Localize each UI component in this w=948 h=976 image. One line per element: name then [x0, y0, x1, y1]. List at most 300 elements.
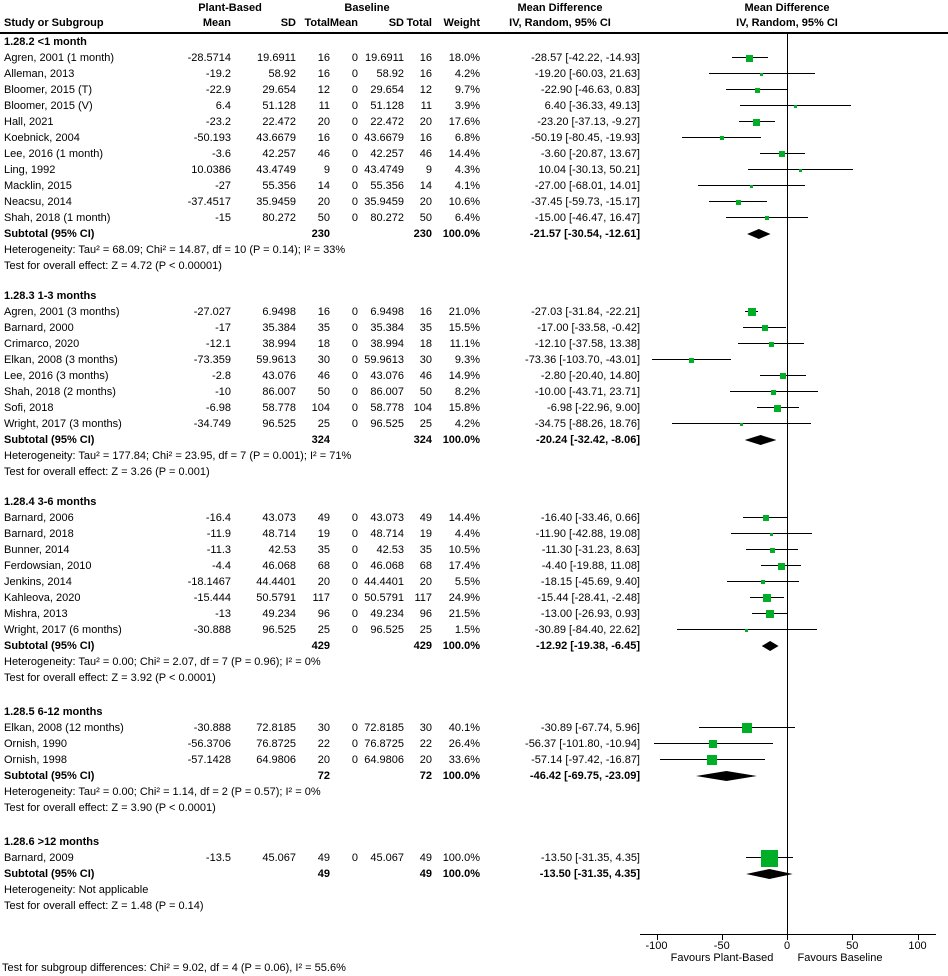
baseline-mean: 0 [351, 180, 358, 192]
ci-plot-cell [640, 226, 948, 242]
weight-value: 24.9% [448, 592, 480, 604]
effect-square [799, 169, 802, 172]
ci-text: -17.00 [-33.58, -0.42] [537, 322, 640, 334]
ci-plot-cell [640, 288, 948, 304]
plant-total: 11 [318, 100, 330, 112]
baseline-mean: 0 [351, 528, 358, 540]
baseline-mean: 0 [351, 100, 358, 112]
study-name: Ferdowsian, 2010 [4, 560, 92, 572]
baseline-sd: 35.9459 [364, 196, 404, 208]
ci-text: -11.30 [-31.23, 8.63] [541, 544, 640, 556]
study-row [0, 622, 948, 638]
baseline-sd: 46.068 [370, 560, 404, 572]
baseline-total: 16 [419, 132, 432, 144]
study-name: Shah, 2018 (2 months) [4, 386, 116, 398]
weight-value: 4.3% [454, 164, 480, 176]
ci-text: -30.89 [-67.74, 5.96] [540, 722, 640, 734]
ci-plot-cell [640, 66, 948, 82]
plant-total: 20 [317, 576, 330, 588]
plant-mean [164, 638, 231, 654]
baseline-mean: 0 [351, 402, 358, 414]
plant-sd: 43.6679 [256, 132, 296, 144]
baseline-mean: 0 [351, 418, 358, 430]
plant-total: 14 [317, 180, 330, 192]
favours-right-label: Favours Baseline [797, 952, 883, 964]
baseline-total: 429 [413, 640, 432, 652]
plant-sd [231, 866, 296, 882]
baseline-mean: 0 [351, 754, 358, 766]
ci-text: -57.14 [-97.42, -16.87] [531, 754, 640, 766]
ci-plot-cell [640, 82, 948, 98]
baseline-sd [358, 226, 404, 242]
plant-mean [164, 866, 231, 882]
study-row [0, 162, 948, 178]
ci-text: -22.90 [-46.63, 0.83] [540, 84, 640, 96]
effect-square [763, 594, 771, 602]
study-name: Crimarco, 2020 [4, 338, 80, 350]
effect-square [770, 533, 773, 536]
study-name: Elkan, 2008 (3 months) [4, 354, 118, 366]
baseline-sd: 72.8185 [364, 722, 404, 734]
subgroup-title [0, 34, 948, 50]
weight-value: 33.6% [448, 754, 480, 766]
plant-total: 20 [317, 116, 330, 128]
plant-mean: 6.4 [215, 100, 231, 112]
ci-plot-cell [640, 686, 948, 704]
section-gap [0, 274, 948, 288]
plant-sd: 45.067 [262, 852, 296, 864]
baseline-sd: 22.472 [370, 116, 404, 128]
plant-mean: -50.193 [193, 132, 231, 144]
group2-header: Baseline [344, 2, 390, 14]
study-name: Macklin, 2015 [4, 180, 72, 192]
study-row [0, 194, 948, 210]
study-name: Subtotal (95% CI) [4, 434, 95, 446]
ci-plot-cell [640, 834, 948, 850]
baseline-total: 18 [419, 338, 432, 350]
baseline-sd: 43.076 [370, 370, 404, 382]
weight-value: 4.2% [454, 418, 480, 430]
ci-plot-cell [640, 768, 948, 784]
baseline-mean [330, 226, 358, 242]
plant-sd: 49.234 [262, 608, 296, 620]
ci-text: -10.00 [-43.71, 23.71] [534, 386, 640, 398]
plant-total: 50 [317, 212, 330, 224]
ci-text: -4.40 [-19.88, 11.08] [541, 560, 640, 572]
baseline-total: 16 [419, 68, 432, 80]
plant-mean: -22.9 [205, 84, 231, 96]
subgroup-title-label: 1.28.2 <1 month [4, 36, 87, 48]
plant-total: 25 [317, 624, 330, 636]
ci-text: -6.98 [-22.96, 9.00] [547, 402, 640, 414]
study-row [0, 850, 948, 866]
effect-square [760, 73, 763, 76]
effect-square [736, 200, 741, 205]
ci-plot-cell [640, 882, 948, 898]
baseline-total: 20 [419, 196, 432, 208]
plant-total: 16 [317, 132, 330, 144]
weight-col-header: Weight [443, 17, 480, 29]
baseline-mean: 0 [351, 52, 358, 64]
weight-value: 100.0% [442, 868, 480, 880]
baseline-total: 68 [419, 560, 432, 572]
study-row [0, 558, 948, 574]
weight-value: 100.0% [442, 640, 480, 652]
plant-total: 49 [317, 868, 330, 880]
baseline-sd: 6.9498 [370, 306, 404, 318]
plant-mean: -57.1428 [187, 754, 231, 766]
study-name: Barnard, 2000 [4, 322, 74, 334]
ci-text: -27.00 [-68.01, 14.01] [534, 180, 640, 192]
baseline-mean: 0 [351, 354, 358, 366]
baseline-mean: 0 [351, 116, 358, 128]
baseline-total: 30 [419, 354, 432, 366]
baseline-mean: 0 [351, 306, 358, 318]
weight-value: 100.0% [442, 770, 480, 782]
baseline-mean: 0 [351, 608, 358, 620]
plant-sd: 44.4401 [256, 576, 296, 588]
plant-sd: 35.9459 [256, 196, 296, 208]
plant-sd: 43.4749 [256, 164, 296, 176]
baseline-total: 16 [419, 306, 432, 318]
subtotal-row [0, 638, 948, 654]
overall-effect-text-label: Test for overall effect: Z = 3.92 (P < 0.0001) [4, 672, 216, 684]
plant-mean: -11.3 [206, 544, 231, 556]
baseline-mean: 0 [351, 132, 358, 144]
subgroup-title-label: 1.28.3 1-3 months [4, 290, 97, 302]
plant-total: 12 [317, 84, 330, 96]
ci-plot-cell [640, 898, 948, 914]
effect-square [765, 216, 769, 220]
baseline-sd: 64.9806 [364, 754, 404, 766]
md-column-title: Mean Difference [517, 2, 603, 14]
plant-mean [164, 226, 231, 242]
effect-square [761, 580, 765, 584]
baseline-mean: 0 [351, 370, 358, 382]
weight-value: 4.1% [454, 180, 480, 192]
plant-total: 35 [317, 544, 330, 556]
effect-square [707, 755, 717, 765]
plant-mean: -18.1467 [187, 576, 231, 588]
plant-total: 16 [317, 52, 330, 64]
ci-plot-cell [640, 352, 948, 368]
plant-total: 20 [317, 754, 330, 766]
baseline-sd: 29.654 [370, 84, 404, 96]
ci-col-header: IV, Random, 95% CI [509, 17, 611, 29]
ci-plot-cell [640, 146, 948, 162]
baseline-total: 324 [413, 434, 432, 446]
plant-mean [164, 768, 231, 784]
study-name: Subtotal (95% CI) [4, 868, 95, 880]
study-row [0, 50, 948, 66]
baseline-total: 12 [419, 84, 432, 96]
baseline-total: 50 [419, 386, 432, 398]
baseline-sd: 96.525 [370, 624, 404, 636]
plant-mean: -27.027 [193, 306, 231, 318]
ci-plot-cell [640, 464, 948, 480]
ci-plot-cell [640, 304, 948, 320]
baseline-total: 96 [419, 608, 432, 620]
subtotal-diamond [696, 771, 757, 781]
baseline-sd: 59.9613 [364, 354, 404, 366]
effect-square [771, 390, 776, 395]
ci-plot-cell [640, 114, 948, 130]
plant-mean: -12.1 [205, 338, 231, 350]
plant-mean: -4.4 [212, 560, 231, 572]
plant-sd: 29.654 [262, 84, 296, 96]
plant-total: 46 [317, 370, 330, 382]
ci-text: -34.75 [-88.26, 18.76] [534, 418, 640, 430]
baseline-total: 35 [419, 544, 432, 556]
ci-plot-cell [640, 622, 948, 638]
plant-total: 9 [323, 164, 330, 176]
study-row [0, 736, 948, 752]
baseline-sd: 35.384 [370, 322, 404, 334]
baseline-sd: 19.6911 [365, 52, 404, 64]
ci-text: -11.90 [-42.88, 19.08] [535, 528, 640, 540]
ci-plot-cell [640, 320, 948, 336]
study-row [0, 320, 948, 336]
plant-mean: -17 [215, 322, 231, 334]
ci-plot-cell [640, 336, 948, 352]
study-name: Jenkins, 2014 [4, 576, 72, 588]
subgroup-title [0, 494, 948, 510]
weight-value: 14.9% [448, 370, 480, 382]
subtotal-row [0, 866, 948, 882]
ci-plot-cell [640, 526, 948, 542]
baseline-sd: 96.525 [370, 418, 404, 430]
ci-text: -15.44 [-28.41, -2.48] [537, 592, 640, 604]
effect-square [761, 850, 778, 867]
mean2-col-header: Mean [329, 17, 358, 29]
study-row [0, 590, 948, 606]
baseline-sd: 76.8725 [364, 738, 404, 750]
study-row [0, 82, 948, 98]
study-name: Wright, 2017 (3 months) [4, 418, 122, 430]
plant-sd: 86.007 [262, 386, 296, 398]
ci-plot-cell [640, 432, 948, 448]
plant-sd [231, 432, 296, 448]
baseline-total: 117 [414, 592, 432, 604]
plant-mean: -23.2 [205, 116, 231, 128]
effect-square [755, 88, 760, 93]
weight-value: 5.5% [454, 576, 480, 588]
study-row [0, 400, 948, 416]
ci-plot-cell [640, 638, 948, 654]
baseline-total: 25 [419, 418, 432, 430]
weight-value: 21.0% [448, 306, 480, 318]
plant-sd: 55.356 [262, 180, 296, 192]
study-row [0, 210, 948, 226]
axis-line [640, 934, 936, 935]
baseline-sd [358, 866, 404, 882]
baseline-mean: 0 [351, 68, 358, 80]
ci-plot-cell [640, 654, 948, 670]
plant-sd: 42.257 [262, 148, 296, 160]
ci-text: 10.04 [-30.13, 50.21] [538, 164, 640, 176]
baseline-total: 230 [413, 228, 432, 240]
heterogeneity-text [0, 882, 948, 898]
plant-sd: 48.714 [262, 528, 296, 540]
plant-sd: 96.525 [262, 624, 296, 636]
baseline-mean: 0 [351, 512, 358, 524]
ci-plot-cell [640, 274, 948, 288]
study-row [0, 542, 948, 558]
total1-col-header: Total [304, 17, 330, 29]
baseline-total: 49 [419, 868, 432, 880]
ci-plot-cell [640, 210, 948, 226]
baseline-total: 46 [419, 370, 432, 382]
plant-sd: 72.8185 [256, 722, 296, 734]
weight-value: 26.4% [448, 738, 480, 750]
subgroup-title-label: 1.28.6 >12 months [4, 836, 100, 848]
study-name: Ornish, 1990 [4, 738, 67, 750]
zero-line-segment [787, 914, 788, 935]
effect-square [720, 136, 724, 140]
ci-plot-cell [640, 784, 948, 800]
plant-mean: 10.0386 [191, 164, 231, 176]
plant-total: 35 [317, 322, 330, 334]
ci-text: -21.57 [-30.54, -12.61] [529, 228, 640, 240]
study-name: Barnard, 2018 [4, 528, 74, 540]
study-name: Mishra, 2013 [4, 608, 68, 620]
plant-sd: 38.994 [262, 338, 296, 350]
study-name: Elkan, 2008 (12 months) [4, 722, 124, 734]
plant-total: 49 [317, 512, 330, 524]
study-name: Hall, 2021 [4, 116, 54, 128]
ci-plot-cell [640, 194, 948, 210]
ci-plot-cell [640, 590, 948, 606]
baseline-sd: 58.778 [370, 402, 404, 414]
study-row [0, 352, 948, 368]
baseline-sd [358, 432, 404, 448]
ci-plot-cell [640, 480, 948, 494]
study-name: Koebnick, 2004 [4, 132, 80, 144]
axis-tick-label: 0 [783, 940, 791, 952]
ci-text: 6.40 [-36.33, 49.13] [544, 100, 640, 112]
baseline-total: 20 [419, 116, 432, 128]
ci-plot-cell [640, 98, 948, 114]
baseline-mean: 0 [351, 322, 358, 334]
ci-plot-cell [640, 866, 948, 882]
subgroup-title [0, 704, 948, 720]
study-row [0, 178, 948, 194]
weight-value: 6.8% [454, 132, 480, 144]
ci-plot-cell [640, 178, 948, 194]
plant-total: 117 [312, 592, 330, 604]
effect-square [753, 119, 760, 126]
baseline-total: 20 [419, 576, 432, 588]
plant-sd: 19.6911 [257, 52, 296, 64]
ci-plot-cell [640, 368, 948, 384]
ci-text: -13.50 [-31.35, 4.35] [539, 868, 640, 880]
study-name: Kahleova, 2020 [4, 592, 81, 604]
baseline-total: 11 [420, 100, 432, 112]
ci-text: -19.20 [-60.03, 21.63] [534, 68, 640, 80]
baseline-mean: 0 [351, 148, 358, 160]
baseline-total: 72 [419, 770, 432, 782]
study-row [0, 98, 948, 114]
study-name: Ornish, 1998 [4, 754, 67, 766]
study-name: Subtotal (95% CI) [4, 640, 95, 652]
ci-plot-cell [640, 670, 948, 686]
plant-mean: -15.444 [193, 592, 231, 604]
plant-sd [231, 768, 296, 784]
subgroup-title [0, 288, 948, 304]
baseline-total: 35 [419, 322, 432, 334]
effect-square [740, 423, 743, 426]
baseline-total: 46 [419, 148, 432, 160]
subgroup-difference-footer: Test for subgroup differences: Chi² = 9.02, df = 4 (P = 0.06), I² = 55.6% [2, 962, 346, 974]
subgroup-title [0, 834, 948, 850]
plant-mean: -2.8 [212, 370, 231, 382]
section-gap [0, 686, 948, 704]
study-name: Barnard, 2009 [4, 852, 74, 864]
baseline-total: 49 [419, 512, 432, 524]
ci-text: -27.03 [-31.84, -22.21] [531, 306, 640, 318]
overall-effect-text [0, 258, 948, 274]
baseline-mean [330, 638, 358, 654]
baseline-mean: 0 [351, 164, 358, 176]
plant-total: 230 [311, 228, 330, 240]
plant-total: 96 [317, 608, 330, 620]
baseline-sd: 50.5791 [364, 592, 404, 604]
total2-col-header: Total [406, 17, 432, 29]
plant-total: 16 [317, 306, 330, 318]
ci-text: -18.15 [-45.69, 9.40] [540, 576, 640, 588]
baseline-mean: 0 [351, 84, 358, 96]
weight-value: 4.2% [454, 68, 480, 80]
ci-text: -28.57 [-42.22, -14.93] [531, 52, 640, 64]
heterogeneity-text [0, 784, 948, 800]
ci-text: -23.20 [-37.13, -9.27] [537, 116, 640, 128]
ci-plot-cell [640, 448, 948, 464]
study-row [0, 416, 948, 432]
ci-text: -12.10 [-37.58, 13.38] [534, 338, 640, 350]
baseline-sd [358, 768, 404, 784]
weight-value: 9.3% [454, 354, 480, 366]
study-row [0, 574, 948, 590]
study-name: Subtotal (95% CI) [4, 228, 95, 240]
section-gap-label [0, 274, 640, 288]
plant-sd: 43.076 [262, 370, 296, 382]
ci-plot-cell [640, 494, 948, 510]
overall-effect-text [0, 800, 948, 816]
study-name: Agren, 2001 (3 months) [4, 306, 120, 318]
weight-value: 21.5% [448, 608, 480, 620]
heterogeneity-text-label: Heterogeneity: Not applicable [4, 884, 149, 896]
effect-square [770, 548, 775, 553]
plant-sd: 64.9806 [256, 754, 296, 766]
axis-tick-label: -100 [645, 940, 668, 952]
plant-mean: -10 [215, 386, 231, 398]
ci-plot-cell [640, 752, 948, 768]
baseline-sd: 42.53 [376, 544, 404, 556]
subtotal-row [0, 226, 948, 242]
baseline-mean [330, 432, 358, 448]
plant-sd: 59.9613 [256, 354, 296, 366]
study-row [0, 720, 948, 736]
subtotal-diamond [762, 641, 779, 651]
favours-left-label: Favours Plant-Based [670, 952, 774, 964]
overall-effect-text [0, 670, 948, 686]
weight-value: 4.4% [454, 528, 480, 540]
plant-mean: -30.888 [193, 624, 231, 636]
baseline-mean: 0 [351, 852, 358, 864]
effect-square [766, 610, 774, 618]
ci-text: -30.89 [-84.40, 22.62] [534, 624, 640, 636]
effect-square [774, 405, 781, 412]
